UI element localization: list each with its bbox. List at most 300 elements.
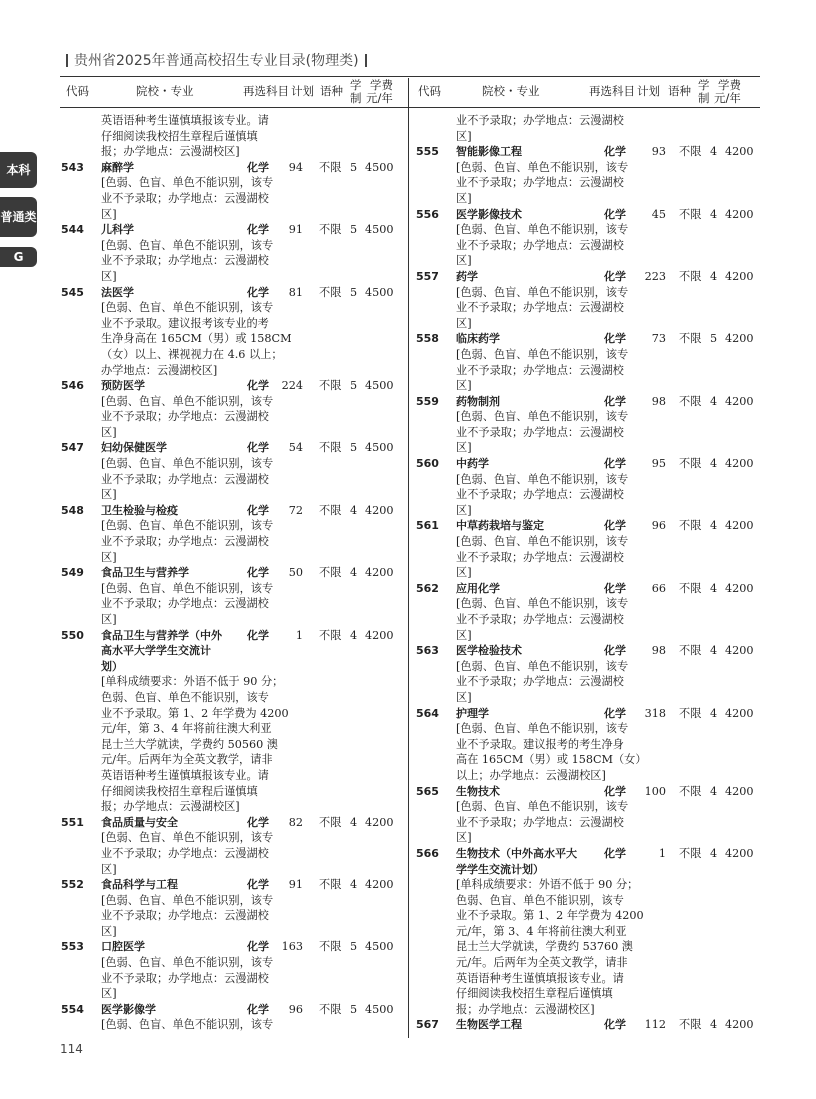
major-code: 566 xyxy=(416,846,439,860)
major-entry xyxy=(416,518,761,580)
major-note: 元/年。后两年为全英文教学，请非 xyxy=(101,753,273,767)
major-note: 业不予录取；办学地点：云漫湖校 xyxy=(456,613,624,626)
major-note: [色弱、色盲、单色不能识别，该专 xyxy=(456,410,629,424)
major-note: 区] xyxy=(101,862,117,876)
major-note: 生净身高在 165CM（男）或 158CM xyxy=(101,332,292,346)
plan-count: 94 xyxy=(288,160,303,174)
plan-count: 98 xyxy=(651,644,666,658)
entry-note-line xyxy=(61,706,401,722)
major-note: 元/年，第 3、4 年将前往澳大利亚 xyxy=(456,924,627,938)
major-note: 业不予录取；办学地点：云漫湖校 xyxy=(456,363,624,377)
col-subject: 再选科目 xyxy=(243,84,289,98)
required-subject: 化学 xyxy=(247,878,269,892)
major-entry xyxy=(416,846,761,1018)
entry-note-line xyxy=(61,690,401,706)
entry-note-line xyxy=(61,862,401,878)
entry-note-line xyxy=(61,331,401,347)
entry-note-line xyxy=(416,300,761,316)
major-code: 560 xyxy=(416,457,439,471)
major-note: 业不予录取；办学地点：云漫湖校 xyxy=(101,971,269,985)
plan-count: 96 xyxy=(651,519,666,533)
entry-main-line xyxy=(61,222,401,238)
major-note: 报；办学地点：云漫湖校区] xyxy=(101,800,240,814)
study-years: 5 xyxy=(350,379,358,393)
entry-main-line xyxy=(416,144,761,160)
study-years: 5 xyxy=(350,1002,358,1016)
major-code: 562 xyxy=(416,581,439,595)
major-name: 卫生检验与检疫 xyxy=(101,503,178,517)
entry-name-line xyxy=(61,643,401,659)
major-name: 医学影像学 xyxy=(101,1002,156,1016)
tuition-fee: 4200 xyxy=(725,519,754,533)
page-number: 114 xyxy=(60,1042,83,1056)
major-entry xyxy=(61,222,401,284)
major-note: 区] xyxy=(456,441,472,455)
required-subject: 化学 xyxy=(604,332,626,346)
major-note: 区] xyxy=(101,207,117,221)
language: 不限 xyxy=(319,1002,342,1016)
col-years-top: 学 xyxy=(350,78,362,92)
study-years: 5 xyxy=(350,441,358,455)
entry-note-line xyxy=(416,238,761,254)
major-note: [色弱、色盲、单色不能识别，该专 xyxy=(101,394,274,408)
col-lang: 语种 xyxy=(320,84,343,98)
major-note: [色弱、色盲、单色不能识别，该专 xyxy=(101,176,274,190)
plan-count: 1 xyxy=(658,846,666,860)
entry-note-line xyxy=(61,129,401,145)
study-years: 5 xyxy=(350,285,358,299)
side-tab-g: G xyxy=(0,247,37,267)
col-school-major: 院校・专业 xyxy=(482,84,540,98)
plan-count: 163 xyxy=(281,940,303,954)
major-note: [色弱、色盲、单色不能识别，该专 xyxy=(101,956,274,970)
major-entry xyxy=(61,160,401,222)
plan-count: 112 xyxy=(644,1018,666,1032)
entry-note-line xyxy=(61,363,401,379)
major-note: 以上；办学地点：云漫湖校区] xyxy=(456,768,606,782)
plan-count: 91 xyxy=(288,223,303,237)
col-fee-top: 学费 xyxy=(370,78,393,92)
major-note: 业不予录取。第 1、2 年学费为 4200 xyxy=(456,909,644,923)
major-code: 567 xyxy=(416,1018,439,1032)
major-code: 563 xyxy=(416,644,439,658)
entry-main-line xyxy=(416,784,761,800)
major-note: [色弱、色盲、单色不能识别，该专 xyxy=(456,597,629,611)
major-entry xyxy=(416,331,761,393)
major-name: 麻醉学 xyxy=(101,160,134,174)
language: 不限 xyxy=(319,878,342,892)
entry-note-line xyxy=(61,534,401,550)
study-years: 4 xyxy=(710,457,718,471)
required-subject: 化学 xyxy=(247,815,269,829)
entry-note-line xyxy=(416,939,761,955)
entry-note-line xyxy=(416,487,761,503)
language: 不限 xyxy=(679,581,702,595)
entry-note-line xyxy=(61,300,401,316)
tuition-fee: 4500 xyxy=(365,379,394,393)
major-note: [色弱、色盲、单色不能识别，该专 xyxy=(101,519,274,533)
tuition-fee: 4200 xyxy=(365,628,394,642)
major-name: 中药学 xyxy=(456,457,489,471)
entry-note-line xyxy=(416,160,761,176)
major-code: 543 xyxy=(61,160,84,174)
entry-note-line xyxy=(416,986,761,1002)
major-code: 561 xyxy=(416,519,439,533)
major-code: 545 xyxy=(61,285,84,299)
plan-count: 54 xyxy=(288,441,303,455)
col-fee-bottom: 元/年 xyxy=(366,91,393,105)
required-subject: 化学 xyxy=(247,940,269,954)
entry-note-line xyxy=(416,253,761,269)
study-years: 5 xyxy=(710,332,718,346)
major-note: 色弱、色盲、单色不能识别，该专 xyxy=(456,893,624,907)
major-note: 业不予录取；办学地点：云漫湖校 xyxy=(456,488,624,502)
entry-note-line xyxy=(416,409,761,425)
entry-note-line xyxy=(416,768,761,784)
language: 不限 xyxy=(319,503,342,517)
major-entry xyxy=(61,503,401,565)
tuition-fee: 4200 xyxy=(725,846,754,860)
col-fee-bottom: 元/年 xyxy=(714,91,741,105)
entry-note-line xyxy=(61,487,401,503)
major-name: 应用化学 xyxy=(456,581,500,595)
language: 不限 xyxy=(679,145,702,159)
entry-note-line xyxy=(61,581,401,597)
column-header-rule xyxy=(60,107,760,108)
major-note: 业不予录取；办学地点：云漫湖校 xyxy=(456,238,624,252)
major-note: 业不予录取；办学地点：云漫湖校 xyxy=(456,301,624,315)
entry-note-line xyxy=(61,596,401,612)
entry-note-line xyxy=(416,612,761,628)
plan-count: 73 xyxy=(651,332,666,346)
required-subject: 化学 xyxy=(247,223,269,237)
entry-note-line xyxy=(416,129,761,145)
study-years: 4 xyxy=(710,846,718,860)
entry-note-line xyxy=(416,924,761,940)
major-note: [色弱、色盲、单色不能识别，该专 xyxy=(101,301,274,315)
major-note: [色弱、色盲、单色不能识别，该专 xyxy=(456,472,629,486)
major-note: [色弱、色盲、单色不能识别，该专 xyxy=(456,800,629,814)
plan-count: 224 xyxy=(281,379,303,393)
major-note: 区] xyxy=(456,379,472,393)
tuition-fee: 4200 xyxy=(365,503,394,517)
major-note: 区] xyxy=(456,566,472,580)
study-years: 5 xyxy=(350,223,358,237)
major-note: [色弱、色盲、单色不能识别，该专 xyxy=(101,581,274,595)
major-note: 区] xyxy=(101,269,117,283)
entry-main-line xyxy=(416,1017,761,1033)
entry-note-line xyxy=(416,378,761,394)
tuition-fee: 4200 xyxy=(725,1018,754,1032)
entry-main-line xyxy=(416,207,761,223)
entry-note-line xyxy=(416,285,761,301)
entry-note-line xyxy=(61,721,401,737)
tuition-fee: 4200 xyxy=(725,457,754,471)
major-note: [色弱、色盲、单色不能识别，该专 xyxy=(101,831,274,845)
major-code: 548 xyxy=(61,503,84,517)
required-subject: 化学 xyxy=(604,581,626,595)
plan-count: 93 xyxy=(651,145,666,159)
major-note: 业不予录取；办学地点：云漫湖校 xyxy=(101,597,269,611)
plan-count: 91 xyxy=(288,878,303,892)
study-years: 4 xyxy=(350,815,358,829)
major-note: [单科成绩要求：外语不低于 90 分； xyxy=(456,878,639,892)
major-code: 553 xyxy=(61,940,84,954)
major-entry xyxy=(61,1002,401,1033)
required-subject: 化学 xyxy=(247,379,269,393)
entry-note-line xyxy=(416,628,761,644)
major-code: 565 xyxy=(416,784,439,798)
plan-count: 66 xyxy=(651,581,666,595)
required-subject: 化学 xyxy=(247,1002,269,1016)
plan-count: 50 xyxy=(288,566,303,580)
major-note: [色弱、色盲、单色不能识别，该专 xyxy=(456,347,629,361)
language: 不限 xyxy=(319,160,342,174)
entry-note-line xyxy=(61,752,401,768)
entry-main-line xyxy=(416,643,761,659)
required-subject: 化学 xyxy=(247,566,269,580)
entry-note-line xyxy=(61,799,401,815)
tuition-fee: 4200 xyxy=(725,394,754,408)
major-name: 中草药栽培与鉴定 xyxy=(456,519,544,533)
major-name: 生物医学工程 xyxy=(456,1018,522,1032)
study-years: 5 xyxy=(350,160,358,174)
major-code: 552 xyxy=(61,878,84,892)
tuition-fee: 4200 xyxy=(725,332,754,346)
language: 不限 xyxy=(319,940,342,954)
major-code: 544 xyxy=(61,223,84,237)
required-subject: 化学 xyxy=(604,644,626,658)
header-bar-left xyxy=(66,54,68,67)
tuition-fee: 4200 xyxy=(365,566,394,580)
entry-note-line xyxy=(416,472,761,488)
major-code: 564 xyxy=(416,706,439,720)
major-note: 英语语种考生谨慎填报该专业。请 xyxy=(456,971,624,985)
entry-note-line xyxy=(416,534,761,550)
entry-note-line xyxy=(61,269,401,285)
entry-name-line xyxy=(416,862,761,878)
entry-note-line xyxy=(416,222,761,238)
col-code: 代码 xyxy=(66,84,89,98)
major-name: 食品卫生与营养学（中外 xyxy=(101,628,222,642)
major-note: [色弱、色盲、单色不能识别，该专 xyxy=(101,238,274,252)
entry-main-line xyxy=(61,503,401,519)
entry-note-line xyxy=(61,425,401,441)
entry-note-line xyxy=(61,316,401,332)
entry-main-line xyxy=(416,331,761,347)
major-note: [色弱、色盲、单色不能识别，该专 xyxy=(101,1018,274,1032)
entry-main-line xyxy=(61,565,401,581)
right-column xyxy=(416,113,761,1033)
major-note: 区] xyxy=(101,924,117,938)
major-note: 英语语种考生谨慎填报该专业。请 xyxy=(101,768,269,782)
tuition-fee: 4500 xyxy=(365,285,394,299)
major-note: 区] xyxy=(456,191,472,205)
entry-note-line xyxy=(61,784,401,800)
required-subject: 化学 xyxy=(247,503,269,517)
entry-main-line xyxy=(416,269,761,285)
entry-note-line xyxy=(61,768,401,784)
entry-note-line xyxy=(416,113,761,129)
plan-count: 98 xyxy=(651,394,666,408)
entry-main-line xyxy=(61,877,401,893)
required-subject: 化学 xyxy=(604,269,626,283)
entry-note-line xyxy=(61,986,401,1002)
entry-main-line xyxy=(61,939,401,955)
plan-count: 223 xyxy=(644,269,666,283)
major-note: 业不予录取；办学地点：云漫湖校 xyxy=(101,191,269,205)
major-note: 业不予录取；办学地点：云漫湖校 xyxy=(101,410,269,424)
entry-note-line xyxy=(416,737,761,753)
required-subject: 化学 xyxy=(247,441,269,455)
entry-note-line xyxy=(61,207,401,223)
running-header xyxy=(60,50,373,70)
entry-note-line xyxy=(61,456,401,472)
major-note: 业不予录取。建议报考的考生净身 xyxy=(456,737,624,751)
entry-note-line xyxy=(61,737,401,753)
major-note: [色弱、色盲、单色不能识别，该专 xyxy=(456,160,629,174)
major-name: 医学检验技术 xyxy=(456,644,522,658)
entry-note-line xyxy=(61,253,401,269)
major-entry xyxy=(416,1017,761,1033)
entry-note-line xyxy=(61,955,401,971)
entry-note-line xyxy=(61,238,401,254)
plan-count: 82 xyxy=(288,815,303,829)
study-years: 4 xyxy=(710,394,718,408)
major-name: 护理学 xyxy=(456,706,489,720)
required-subject: 化学 xyxy=(604,207,626,221)
entry-note-line xyxy=(61,550,401,566)
study-years: 4 xyxy=(710,644,718,658)
major-note: 报；办学地点：云漫湖校区] xyxy=(456,1002,595,1016)
major-entry xyxy=(61,939,401,1001)
required-subject: 化学 xyxy=(604,394,626,408)
major-code: 559 xyxy=(416,394,439,408)
entry-note-line xyxy=(416,363,761,379)
major-note: [色弱、色盲、单色不能识别，该专 xyxy=(101,893,274,907)
col-plan: 计划 xyxy=(291,84,314,98)
entry-note-line xyxy=(416,971,761,987)
tuition-fee: 4500 xyxy=(365,160,394,174)
col-lang: 语种 xyxy=(668,84,691,98)
side-tab-undergrad: 本科 xyxy=(0,152,37,188)
language: 不限 xyxy=(319,815,342,829)
tuition-fee: 4200 xyxy=(725,784,754,798)
language: 不限 xyxy=(679,457,702,471)
entry-main-line xyxy=(416,846,761,862)
plan-count: 72 xyxy=(288,503,303,517)
entry-note-line xyxy=(416,721,761,737)
entry-note-line xyxy=(61,175,401,191)
major-name-continued: 划） xyxy=(101,659,123,673)
major-note: [色弱、色盲、单色不能识别，该专 xyxy=(456,722,629,736)
major-note: 英语语种考生谨慎填报该专业。请 xyxy=(101,114,269,127)
major-name: 智能影像工程 xyxy=(456,145,522,159)
header-rule xyxy=(60,76,760,77)
plan-count: 81 xyxy=(288,285,303,299)
required-subject: 化学 xyxy=(247,160,269,174)
entry-main-line xyxy=(61,285,401,301)
entry-note-line xyxy=(61,830,401,846)
language: 不限 xyxy=(679,394,702,408)
language: 不限 xyxy=(679,784,702,798)
major-name-continued: 高水平大学学生交流计 xyxy=(101,644,211,658)
entry-note-line xyxy=(61,893,401,909)
required-subject: 化学 xyxy=(247,285,269,299)
major-name: 药学 xyxy=(456,269,478,283)
required-subject: 化学 xyxy=(604,706,626,720)
major-note: 昆士兰大学就读，学费约 53760 澳 xyxy=(456,940,633,954)
major-note: 区] xyxy=(456,628,472,642)
major-name: 食品质量与安全 xyxy=(101,815,178,829)
major-note: 业不予录取；办学地点：云漫湖校 xyxy=(456,425,624,439)
study-years: 4 xyxy=(350,503,358,517)
major-note: 业不予录取；办学地点：云漫湖校 xyxy=(456,550,624,564)
study-years: 4 xyxy=(710,145,718,159)
entry-note-line xyxy=(416,425,761,441)
language: 不限 xyxy=(319,379,342,393)
tuition-fee: 4500 xyxy=(365,223,394,237)
major-entry xyxy=(416,784,761,846)
entry-main-line xyxy=(61,628,401,644)
language: 不限 xyxy=(319,566,342,580)
major-entry xyxy=(61,378,401,440)
major-note: 元/年。后两年为全英文教学，请非 xyxy=(456,956,628,970)
tuition-fee: 4200 xyxy=(365,815,394,829)
tuition-fee: 4200 xyxy=(725,269,754,283)
major-code: 555 xyxy=(416,145,439,159)
entry-note-line xyxy=(416,316,761,332)
major-note: [色弱、色盲、单色不能识别，该专 xyxy=(456,659,629,673)
entry-note-line xyxy=(61,409,401,425)
major-code: 549 xyxy=(61,566,84,580)
entry-note-line xyxy=(61,113,401,129)
entry-note-line xyxy=(61,846,401,862)
plan-count: 45 xyxy=(651,207,666,221)
study-years: 4 xyxy=(710,519,718,533)
entry-note-line xyxy=(416,955,761,971)
major-note: （女）以上、裸视视力在 4.6 以上； xyxy=(101,347,283,361)
major-note: 业不予录取；办学地点：云漫湖校 xyxy=(456,815,624,829)
language: 不限 xyxy=(679,519,702,533)
entry-note-line xyxy=(61,472,401,488)
entry-note-line xyxy=(416,175,761,191)
language: 不限 xyxy=(319,285,342,299)
major-note: 区] xyxy=(456,129,472,143)
language: 不限 xyxy=(679,332,702,346)
major-note: 区] xyxy=(456,316,472,330)
study-years: 4 xyxy=(710,207,718,221)
entry-note-line xyxy=(416,893,761,909)
language: 不限 xyxy=(319,628,342,642)
entry-note-line xyxy=(416,752,761,768)
entry-main-line xyxy=(416,518,761,534)
major-name: 生物技术（中外高水平大 xyxy=(456,846,577,860)
major-name: 食品科学与工程 xyxy=(101,878,178,892)
tuition-fee: 4200 xyxy=(725,581,754,595)
study-years: 4 xyxy=(350,878,358,892)
entry-note-line xyxy=(61,971,401,987)
entry-note-line xyxy=(416,503,761,519)
entry-note-line xyxy=(61,144,401,160)
major-entry xyxy=(416,113,761,144)
entry-note-line xyxy=(61,394,401,410)
col-plan: 计划 xyxy=(637,84,660,98)
major-note: 色弱、色盲、单色不能识别，该专 xyxy=(101,690,269,704)
entry-note-line xyxy=(416,1002,761,1018)
major-name: 食品卫生与营养学 xyxy=(101,566,189,580)
entry-main-line xyxy=(61,815,401,831)
